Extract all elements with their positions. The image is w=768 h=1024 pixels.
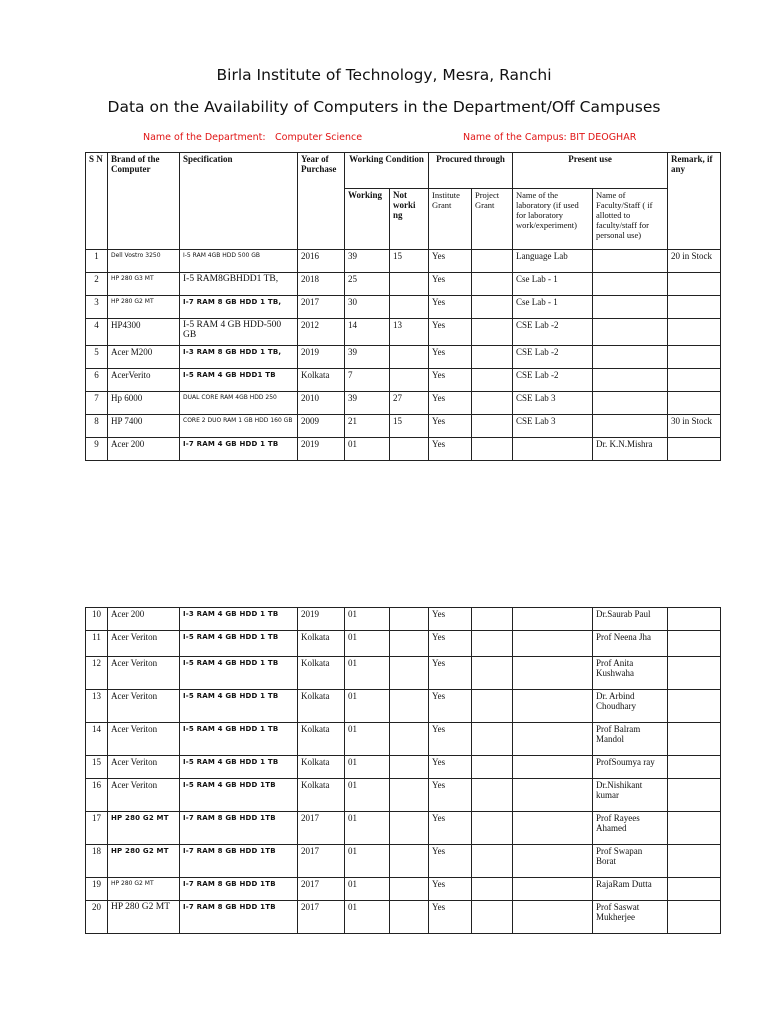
faculty-cell: Prof Saswat Mukherjee (593, 901, 668, 934)
remark-cell: 30 in Stock (668, 415, 721, 438)
working-cell: 01 (345, 690, 390, 723)
project-grant-cell (472, 273, 513, 296)
institute-grant-cell: Yes (429, 392, 472, 415)
year-cell: Kolkata (298, 690, 345, 723)
institute-grant-cell: Yes (429, 273, 472, 296)
spec-cell: I-7 RAM 4 GB HDD 1 TB (180, 438, 298, 461)
remark-cell (668, 690, 721, 723)
faculty-cell (593, 369, 668, 392)
institute-grant-cell: Yes (429, 901, 472, 934)
brand-cell: HP4300 (108, 319, 180, 346)
brand-cell: Acer M200 (108, 346, 180, 369)
table-row (86, 608, 721, 631)
brand-cell: Acer Veriton (108, 690, 180, 723)
sn-cell: 19 (86, 878, 108, 901)
not-working-cell (390, 273, 429, 296)
table-row (86, 845, 721, 878)
remark-cell (668, 756, 721, 779)
remark-cell (668, 631, 721, 657)
working-cell: 01 (345, 779, 390, 812)
project-grant-cell (472, 779, 513, 812)
project-grant-cell (472, 415, 513, 438)
brand-cell: HP 280 G2 MT (108, 296, 180, 319)
faculty-cell: Prof Rayees Ahamed (593, 812, 668, 845)
spec-cell: I-5 RAM 4 GB HDD1 TB (180, 369, 298, 392)
year-cell: Kolkata (298, 756, 345, 779)
spec-cell: I-7 RAM 8 GB HDD 1 TB, (180, 296, 298, 319)
spec-cell: I-5 RAM8GBHDD1 TB, (180, 273, 298, 296)
institute-grant-cell: Yes (429, 608, 472, 631)
sn-cell: 18 (86, 845, 108, 878)
not-working-cell (390, 438, 429, 461)
lab-cell: CSE Lab 3 (513, 392, 593, 415)
table-row (86, 250, 721, 273)
faculty-cell (593, 392, 668, 415)
working-cell: 01 (345, 438, 390, 461)
header-project-grant: Project Grant (472, 189, 513, 250)
year-cell: 2017 (298, 296, 345, 319)
spec-cell: CORE 2 DUO RAM 1 GB HDD 160 GB (180, 415, 298, 438)
spec-cell: I-5 RAM 4 GB HDD 1 TB (180, 756, 298, 779)
header-not-working: Not worki ng (390, 189, 429, 250)
header-institute-grant: Institute Grant (429, 189, 472, 250)
spec-cell: I-5 RAM 4GB HDD 500 GB (180, 250, 298, 273)
institute-grant-cell: Yes (429, 657, 472, 690)
brand-cell: HP 280 G2 MT (108, 812, 180, 845)
project-grant-cell (472, 812, 513, 845)
header-spec: Specification (180, 153, 298, 250)
year-cell: 2019 (298, 346, 345, 369)
project-grant-cell (472, 296, 513, 319)
table-row (86, 901, 721, 934)
not-working-cell (390, 779, 429, 812)
faculty-cell: Prof Swapan Borat (593, 845, 668, 878)
sn-cell: 16 (86, 779, 108, 812)
project-grant-cell (472, 438, 513, 461)
brand-cell: Acer Veriton (108, 657, 180, 690)
brand-cell: Acer Veriton (108, 756, 180, 779)
year-cell: 2019 (298, 608, 345, 631)
lab-cell: CSE Lab -2 (513, 369, 593, 392)
table-row (86, 438, 721, 461)
not-working-cell (390, 901, 429, 934)
remark-cell (668, 657, 721, 690)
not-working-cell: 15 (390, 250, 429, 273)
working-cell: 01 (345, 812, 390, 845)
year-cell: 2012 (298, 319, 345, 346)
faculty-cell (593, 250, 668, 273)
not-working-cell (390, 845, 429, 878)
not-working-cell (390, 723, 429, 756)
faculty-cell (593, 319, 668, 346)
not-working-cell (390, 608, 429, 631)
institute-grant-cell: Yes (429, 319, 472, 346)
project-grant-cell (472, 392, 513, 415)
remark-cell (668, 319, 721, 346)
working-cell: 30 (345, 296, 390, 319)
not-working-cell: 15 (390, 415, 429, 438)
table-row (86, 878, 721, 901)
spec-cell: I-7 RAM 8 GB HDD 1TB (180, 901, 298, 934)
not-working-cell: 27 (390, 392, 429, 415)
not-working-cell (390, 369, 429, 392)
year-cell: 2017 (298, 901, 345, 934)
institute-grant-cell: Yes (429, 845, 472, 878)
remark-cell (668, 369, 721, 392)
lab-cell (513, 812, 593, 845)
project-grant-cell (472, 608, 513, 631)
spec-cell: I-5 RAM 4 GB HDD-500 GB (180, 319, 298, 346)
working-cell: 7 (345, 369, 390, 392)
header-brand: Brand of the Computer (108, 153, 180, 250)
lab-cell (513, 631, 593, 657)
project-grant-cell (472, 319, 513, 346)
project-grant-cell (472, 631, 513, 657)
year-cell: Kolkata (298, 631, 345, 657)
remark-cell (668, 438, 721, 461)
lab-cell: Cse Lab - 1 (513, 296, 593, 319)
faculty-cell: Prof Anita Kushwaha (593, 657, 668, 690)
remark-cell (668, 845, 721, 878)
brand-cell: AcerVerito (108, 369, 180, 392)
sn-cell: 8 (86, 415, 108, 438)
lab-cell: CSE Lab -2 (513, 346, 593, 369)
faculty-cell: Dr.Saurab Paul (593, 608, 668, 631)
project-grant-cell (472, 901, 513, 934)
year-cell: Kolkata (298, 779, 345, 812)
institute-grant-cell: Yes (429, 415, 472, 438)
remark-cell (668, 723, 721, 756)
spec-cell: I-5 RAM 4 GB HDD 1 TB (180, 631, 298, 657)
table-row (86, 812, 721, 845)
lab-cell (513, 845, 593, 878)
faculty-cell (593, 415, 668, 438)
spec-cell: I-5 RAM 4 GB HDD 1 TB (180, 723, 298, 756)
institute-grant-cell: Yes (429, 438, 472, 461)
lab-cell: CSE Lab -2 (513, 319, 593, 346)
faculty-cell: RajaRam Dutta (593, 878, 668, 901)
spec-cell: I-3 RAM 4 GB HDD 1 TB (180, 608, 298, 631)
institute-grant-cell: Yes (429, 878, 472, 901)
institute-grant-cell: Yes (429, 369, 472, 392)
brand-cell: Hp 6000 (108, 392, 180, 415)
project-grant-cell (472, 878, 513, 901)
institute-grant-cell: Yes (429, 690, 472, 723)
header-working: Working (345, 189, 390, 250)
project-grant-cell (472, 346, 513, 369)
table-row (86, 779, 721, 812)
remark-cell: 20 in Stock (668, 250, 721, 273)
faculty-cell: Prof Neena Jha (593, 631, 668, 657)
sn-cell: 3 (86, 296, 108, 319)
table-row (86, 690, 721, 723)
not-working-cell (390, 878, 429, 901)
table-row (86, 296, 721, 319)
working-cell: 01 (345, 631, 390, 657)
remark-cell (668, 779, 721, 812)
faculty-cell: Prof Balram Mandol (593, 723, 668, 756)
working-cell: 39 (345, 392, 390, 415)
header-sn: S N (86, 153, 108, 250)
brand-cell: HP 280 G2 MT (108, 845, 180, 878)
faculty-cell: Dr. Arbind Choudhary (593, 690, 668, 723)
institute-grant-cell: Yes (429, 779, 472, 812)
brand-cell: Acer Veriton (108, 723, 180, 756)
working-cell: 01 (345, 901, 390, 934)
year-cell: Kolkata (298, 369, 345, 392)
working-cell: 01 (345, 657, 390, 690)
not-working-cell (390, 690, 429, 723)
brand-cell: HP 7400 (108, 415, 180, 438)
brand-cell: Acer 200 (108, 608, 180, 631)
institute-grant-cell: Yes (429, 250, 472, 273)
institute-grant-cell: Yes (429, 631, 472, 657)
spec-cell: DUAL CORE RAM 4GB HDD 250 (180, 392, 298, 415)
brand-cell: Acer Veriton (108, 779, 180, 812)
spec-cell: I-5 RAM 4 GB HDD 1 TB (180, 690, 298, 723)
header-procured: Procured through (429, 153, 513, 189)
table-row (86, 631, 721, 657)
brand-cell: Dell Vostro 3250 (108, 250, 180, 273)
year-cell: 2019 (298, 438, 345, 461)
working-cell: 01 (345, 723, 390, 756)
year-cell: 2016 (298, 250, 345, 273)
faculty-cell (593, 296, 668, 319)
remark-cell (668, 392, 721, 415)
lab-cell (513, 878, 593, 901)
working-cell: 14 (345, 319, 390, 346)
sn-cell: 11 (86, 631, 108, 657)
brand-cell: Acer 200 (108, 438, 180, 461)
faculty-cell: ProfSoumya ray (593, 756, 668, 779)
brand-cell: Acer Veriton (108, 631, 180, 657)
sn-cell: 1 (86, 250, 108, 273)
not-working-cell (390, 346, 429, 369)
spec-cell: I-7 RAM 8 GB HDD 1TB (180, 845, 298, 878)
lab-cell (513, 438, 593, 461)
remark-cell (668, 273, 721, 296)
working-cell: 01 (345, 608, 390, 631)
header-remark: Remark, if any (668, 153, 721, 250)
sn-cell: 14 (86, 723, 108, 756)
sn-cell: 4 (86, 319, 108, 346)
header-faculty-name: Name of Faculty/Staff ( if allotted to faculty/staff for personal use) (593, 189, 668, 250)
sn-cell: 13 (86, 690, 108, 723)
sn-cell: 9 (86, 438, 108, 461)
header-working-condition: Working Condition (345, 153, 429, 189)
sn-cell: 20 (86, 901, 108, 934)
remark-cell (668, 346, 721, 369)
remark-cell (668, 608, 721, 631)
lab-cell (513, 901, 593, 934)
working-cell: 39 (345, 346, 390, 369)
computers-table-page1 (85, 152, 721, 461)
lab-cell: CSE Lab 3 (513, 415, 593, 438)
remark-cell (668, 296, 721, 319)
lab-cell (513, 756, 593, 779)
project-grant-cell (472, 845, 513, 878)
year-cell: 2018 (298, 273, 345, 296)
not-working-cell (390, 756, 429, 779)
working-cell: 39 (345, 250, 390, 273)
lab-cell (513, 723, 593, 756)
working-cell: 01 (345, 878, 390, 901)
department-value: Computer Science (275, 132, 363, 143)
remark-cell (668, 901, 721, 934)
spec-cell: I-3 RAM 8 GB HDD 1 TB, (180, 346, 298, 369)
faculty-cell: Dr. K.N.Mishra (593, 438, 668, 461)
brand-cell: HP 280 G2 MT (108, 901, 180, 934)
year-cell: 2017 (298, 845, 345, 878)
project-grant-cell (472, 657, 513, 690)
institute-grant-cell: Yes (429, 756, 472, 779)
year-cell: 2009 (298, 415, 345, 438)
year-cell: Kolkata (298, 657, 345, 690)
remark-cell (668, 878, 721, 901)
lab-cell (513, 657, 593, 690)
sn-cell: 6 (86, 369, 108, 392)
project-grant-cell (472, 250, 513, 273)
table-row (86, 392, 721, 415)
campus-label: Name of the Campus: BIT DEOGHAR (463, 132, 637, 143)
sn-cell: 2 (86, 273, 108, 296)
header-row (86, 153, 721, 189)
institute-grant-cell: Yes (429, 812, 472, 845)
lab-cell: Cse Lab - 1 (513, 273, 593, 296)
sn-cell: 15 (86, 756, 108, 779)
table-row (86, 657, 721, 690)
institute-grant-cell: Yes (429, 346, 472, 369)
header-year: Year of Purchase (298, 153, 345, 250)
not-working-cell: 13 (390, 319, 429, 346)
working-cell: 25 (345, 273, 390, 296)
spec-cell: I-7 RAM 8 GB HDD 1TB (180, 812, 298, 845)
document-subtitle: Data on the Availability of Computers in the Department/Off Campuses (107, 98, 661, 116)
year-cell: 2010 (298, 392, 345, 415)
year-cell: Kolkata (298, 723, 345, 756)
header-present-use: Present use (513, 153, 668, 189)
year-cell: 2017 (298, 812, 345, 845)
project-grant-cell (472, 756, 513, 779)
not-working-cell (390, 657, 429, 690)
project-grant-cell (472, 369, 513, 392)
institute-grant-cell: Yes (429, 723, 472, 756)
document-title: Birla Institute of Technology, Mesra, Ranchi (216, 66, 552, 84)
table-row (86, 346, 721, 369)
lab-cell (513, 779, 593, 812)
table-row (86, 273, 721, 296)
sn-cell: 10 (86, 608, 108, 631)
faculty-cell (593, 346, 668, 369)
working-cell: 21 (345, 415, 390, 438)
brand-cell: HP 280 G2 MT (108, 878, 180, 901)
spec-cell: I-7 RAM 8 GB HDD 1TB (180, 878, 298, 901)
computers-table-page2 (85, 607, 721, 934)
lab-cell: Language Lab (513, 250, 593, 273)
project-grant-cell (472, 723, 513, 756)
header-lab-name: Name of the laboratory (if used for laboratory work/experiment) (513, 189, 593, 250)
remark-cell (668, 812, 721, 845)
table-row (86, 369, 721, 392)
brand-cell: HP 280 G3 MT (108, 273, 180, 296)
working-cell: 01 (345, 845, 390, 878)
sn-cell: 12 (86, 657, 108, 690)
not-working-cell (390, 812, 429, 845)
faculty-cell: Dr.Nishikant kumar (593, 779, 668, 812)
table-row (86, 723, 721, 756)
not-working-cell (390, 296, 429, 319)
lab-cell (513, 690, 593, 723)
lab-cell (513, 608, 593, 631)
sn-cell: 17 (86, 812, 108, 845)
institute-grant-cell: Yes (429, 296, 472, 319)
project-grant-cell (472, 690, 513, 723)
sn-cell: 7 (86, 392, 108, 415)
sn-cell: 5 (86, 346, 108, 369)
spec-cell: I-5 RAM 4 GB HDD 1 TB (180, 657, 298, 690)
faculty-cell (593, 273, 668, 296)
not-working-cell (390, 631, 429, 657)
year-cell: 2017 (298, 878, 345, 901)
table-row (86, 415, 721, 438)
table-row (86, 756, 721, 779)
spec-cell: I-5 RAM 4 GB HDD 1TB (180, 779, 298, 812)
department-label: Name of the Department: (143, 132, 266, 143)
working-cell: 01 (345, 756, 390, 779)
table-row (86, 319, 721, 346)
